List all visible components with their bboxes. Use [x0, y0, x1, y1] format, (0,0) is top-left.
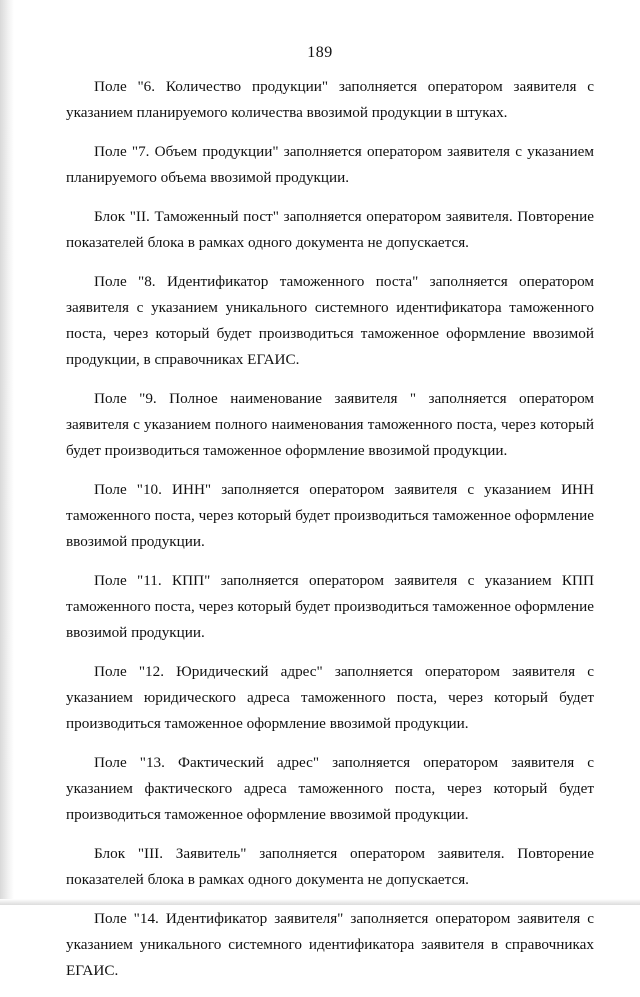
- paragraph-field-7: Поле "7. Объем продукции" заполняется оператором заявителя с указанием планируемого объема ввозимой продукции.: [66, 143, 594, 186]
- paragraph-field-8: Поле "8. Идентификатор таможенного поста" заполняется оператором заявителя с указанием уникального системного идентификатора таможенного поста, через который будет производиться таможенное оформление ввозимой продукции, в справочниках ЕГАИС.: [66, 273, 594, 368]
- paragraph-field-10: Поле "10. ИНН" заполняется оператором заявителя с указанием ИНН таможенного поста, через который будет производиться таможенное оформление ввозимой продукции.: [66, 481, 594, 550]
- paragraph-field-14: Поле "14. Идентификатор заявителя" заполняется оператором заявителя с указанием уникального системного идентификатора заявителя в справочниках ЕГАИС.: [66, 910, 594, 979]
- document-body: [66, 74, 594, 997]
- paragraph-field-13: Поле "13. Фактический адрес" заполняется оператором заявителя с указанием фактического адреса таможенного поста, через который будет производиться таможенное оформление ввозимой продукции.: [66, 754, 594, 823]
- paragraph-block-2: Блок "II. Таможенный пост" заполняется оператором заявителя. Повторение показателей блока в рамках одного документа не допускается.: [66, 208, 594, 251]
- scan-shadow-left: [0, 0, 14, 905]
- paragraph-field-12: Поле "12. Юридический адрес" заполняется оператором заявителя с указанием юридического адреса таможенного поста, через который будет производиться таможенное оформление ввозимой продукции.: [66, 663, 594, 732]
- page-number: 189: [307, 44, 333, 61]
- paragraph-block-3: Блок "III. Заявитель" заполняется оператором заявителя. Повторение показателей блока в рамках одного документа не допускается.: [66, 845, 594, 888]
- paragraph-field-9: Поле "9. Полное наименование заявителя " заполняется оператором заявителя с указанием полного наименования таможенного поста, через который будет производиться таможенное оформление ввозимой продукции.: [66, 390, 594, 459]
- paragraph-field-6: Поле "6. Количество продукции" заполняется оператором заявителя с указанием планируемого количества ввозимой продукции в штуках.: [66, 78, 594, 121]
- paragraph-field-11: Поле "11. КПП" заполняется оператором заявителя с указанием КПП таможенного поста, через который будет производиться таможенное оформление ввозимой продукции.: [66, 572, 594, 641]
